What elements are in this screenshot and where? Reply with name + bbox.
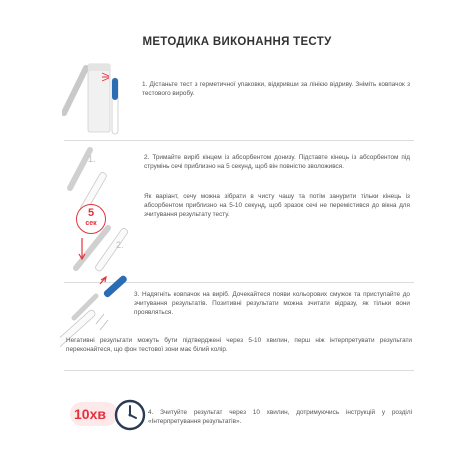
page-title: МЕТОДИКА ВИКОНАННЯ ТЕСТУ	[142, 36, 332, 48]
clock-icon	[113, 398, 147, 432]
negative-results-note: Негативні результати можуть бути підтверджені через 5-10 хвилин, перш ніж інтерпретувати результати переконайтеся, що фон тестової зони має білий колір.	[66, 337, 412, 353]
step4-text: 4. Зчитуйте результат через 10 хвилин, дотримуючись інструкцій у розділі «Інтерпретування результатів».	[148, 409, 412, 425]
five-seconds-unit: сек	[85, 220, 97, 227]
step-number-2: 2.	[116, 240, 124, 250]
five-seconds-number: 5	[87, 207, 95, 219]
step1-text: 1. Дістаньте тест з герметичної упаковки, відкривши за лінією відриву. Зніміть ковпачок з тестового виробу.	[142, 81, 410, 97]
step3-divider	[64, 370, 414, 371]
five-seconds-badge	[76, 204, 106, 234]
step3-text: 3. Надягніть ковпачок на виріб. Дочекайтеся появи кольорових смужок та приступайте до зчитування результатів. Позитивні результати можна зчитати відразу, як тільки вони проявляться.	[134, 291, 410, 316]
step1-illustration	[62, 58, 142, 136]
ten-minutes-label: 10хв	[74, 406, 106, 422]
step2-text: 2. Тримайте виріб кінцем із абсорбентом донизу. Підставте кінець із абсорбентом під струмінь сечі приблизно на 5 секунд, щоб він повністю зволожився.	[144, 154, 410, 170]
step2-alt-text: Як варіант, сечу можна зібрати в чисту чашу та потім занурити тільки кінець із абсорбентом приблизно на 5-10 секунд, щоб зразок сечі не перемістився до вікна для зчитування результату тесту.	[144, 193, 410, 218]
step-number-1: 1.	[88, 154, 96, 164]
